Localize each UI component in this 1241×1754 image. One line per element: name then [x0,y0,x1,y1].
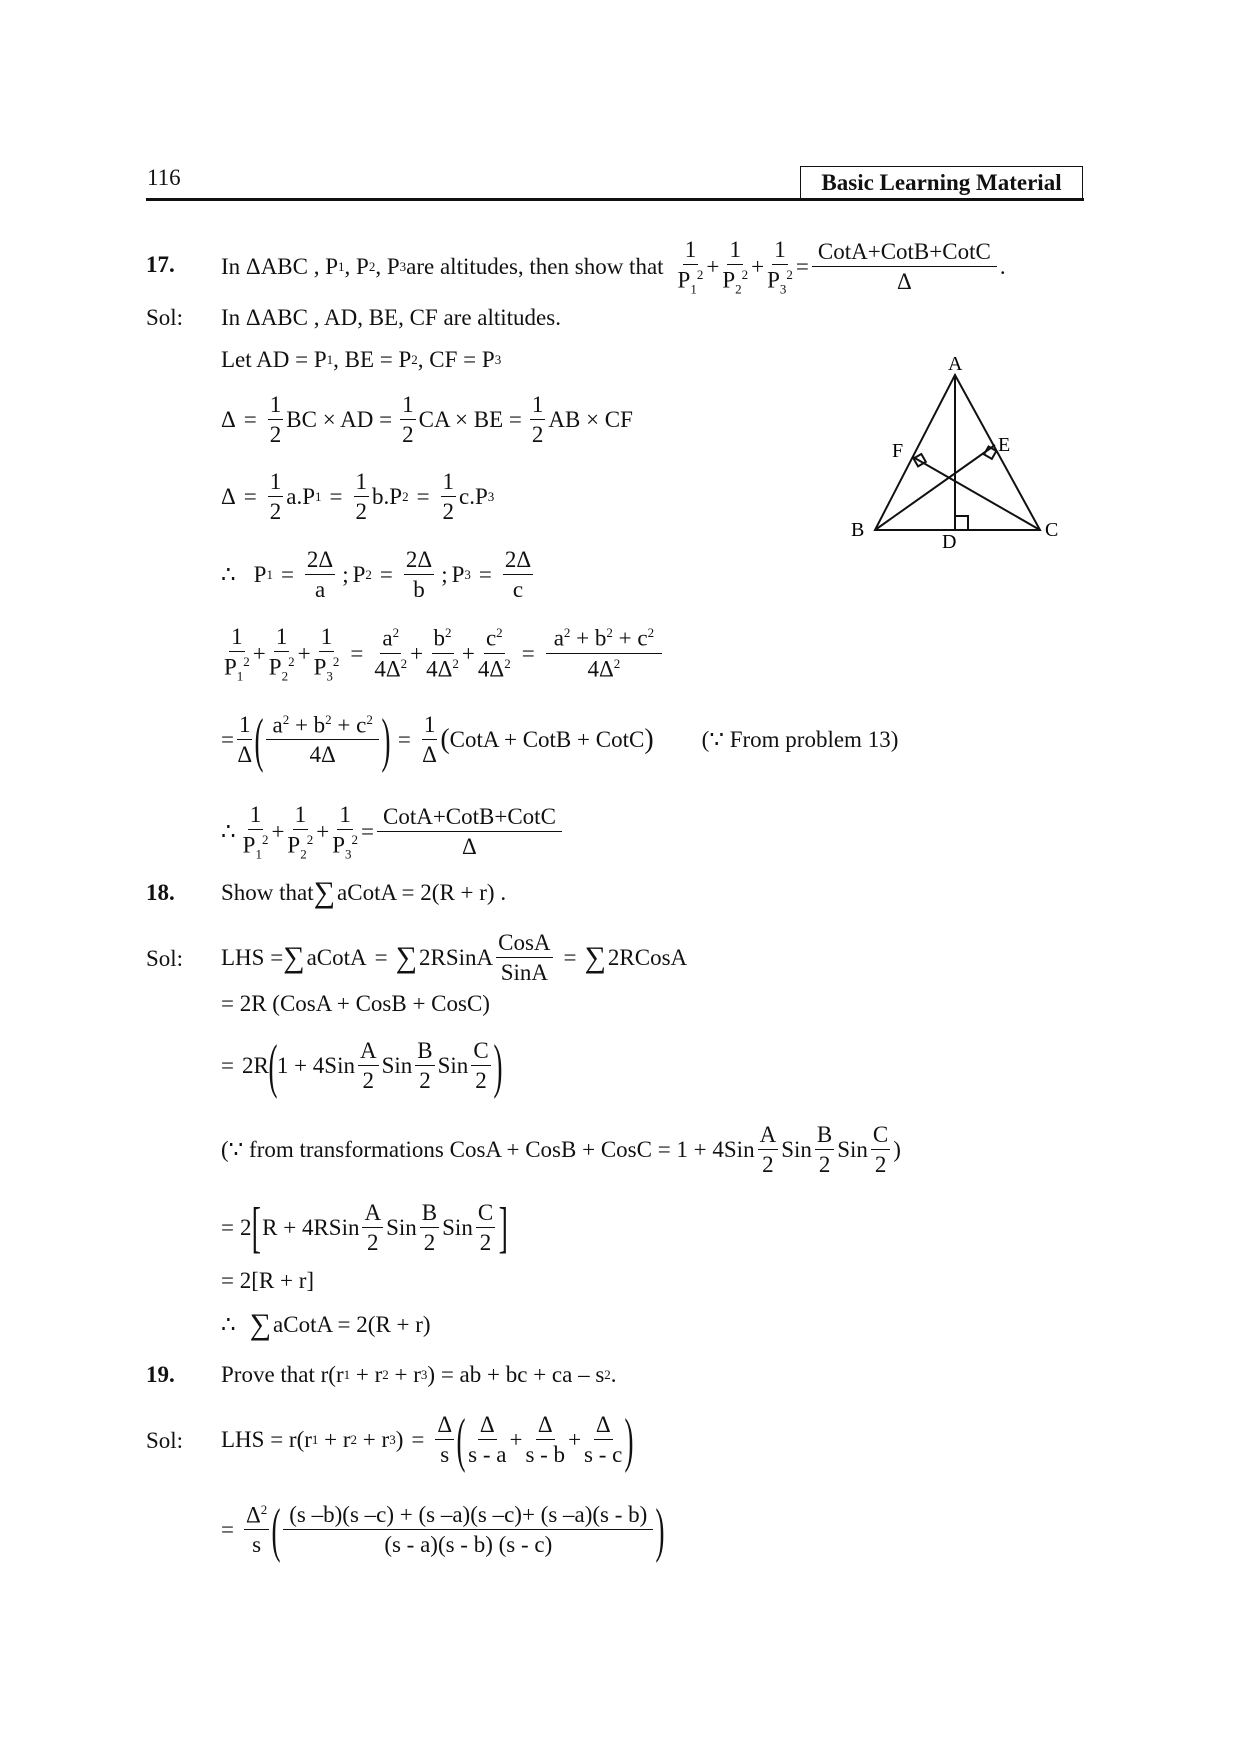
text: P [451,562,465,587]
fraction: $\frac{1}{P_3^2}$ [313,623,340,684]
vertex-b: B [851,519,865,541]
header-title: Basic Learning Material [821,170,1062,195]
sol-label: Sol: [146,1428,184,1453]
note: (∵ From problem 13) [701,727,899,752]
fraction: Δ s - a [468,1411,507,1467]
fraction: 1 $P_1^2$ [242,801,269,862]
sol-line-6: 1 $P_1^2$ + 1 $P_2^2$ + $\frac{1}{P_3^2}$ = $\frac{a^2}{4\Delta^2}$ + $b^2$ $4\Delta^2$ + $\frac{c^2}{4\Delta^2}$ = $\frac{a^2 + b^2 + c^2}{4\Delta^2}$ [221,618,665,690]
text: 2R [241,1053,269,1078]
fraction: $b^2$ $4\Delta^2$ [426,625,459,682]
fraction: $\frac{2\Delta}{c}$ [504,546,532,602]
sol-line-1: In ΔABC , AD, BE, CF are altitudes. [221,305,561,330]
problem-18-statement: Show that ∑ aCotA = 2(R + r) . [221,876,507,909]
statement-text: In ΔABC , P [221,254,339,279]
fraction: $\frac{1}{2}$ [531,391,544,447]
text: ) = ab + bc + ca – s [427,1362,605,1387]
statement-text: , P [375,254,400,279]
sol18-line-7: ∴ ∑ aCotA = 2(R + r) [221,1308,431,1341]
text: aCotA = 2(R + r) [273,1312,431,1337]
vertex-f: F [892,440,904,462]
text: aCotA [306,945,367,970]
sol18-line-2: = 2R (CosA + CosB + CosC) [221,991,490,1016]
vertex-c: C [1045,519,1059,541]
fraction: A 2 [364,1199,382,1255]
problem-18-number: 18. [146,880,175,905]
text: R + 4RSin [262,1215,360,1240]
fraction: 1 $P_1^2$ [677,236,704,297]
text: CA × BE = [418,407,522,432]
sol-line-2: Let AD = P 1 , BE = P 2 , CF = P 3 [221,347,502,372]
sol-label: Sol: [146,305,184,330]
vertex-d: D [942,531,957,550]
fraction: $\frac{1}{\Delta}$ [237,711,253,767]
header-title-box [800,166,1083,200]
fraction: B 2 [417,1037,433,1093]
sol-line-3: Δ = $\frac{1}{2}$ BC × AD = $\frac{1}{2}$ CA × BE = $\frac{1}{2}$ AB × CF [221,391,633,447]
fraction: 1 $P_1^2$ [224,623,250,684]
fraction: CosA SinA [498,929,551,985]
sol-line-7: = $\frac{1}{\Delta}$ ( $a^2 + b^2 + c^2$ 4Δ ) = $\frac{1}{\Delta}$ ( CotA + CotB + CotC ) (∵ From problem 13) [221,707,899,773]
fraction: $\frac{1}{2}$ [269,391,282,447]
text: Show that [221,880,314,905]
fraction: A 2 [359,1037,377,1093]
fraction: (s –b)(s –c) + (s –a)(s –c)+ (s –a)(s - b) (s - a)(s - b) (s - c) [283,1503,653,1557]
fraction: 1 $P_2^2$ [268,623,295,684]
problem-17-number: 17. [146,252,175,277]
fraction: $\frac{a^2}{4\Delta^2}$ [374,625,408,682]
fraction: A 2 [759,1121,777,1177]
text: b.P [372,484,403,509]
fraction: B 2 [816,1121,833,1177]
fraction: Δ s - b [525,1411,566,1467]
header-rule [146,198,1084,201]
fraction: $\frac{c^2}{4\Delta^2}$ [477,625,511,682]
triangle-diagram [835,350,1075,550]
fraction: 1 $P_3^2$ [767,236,793,297]
fraction: $\frac{1}{2}$ [442,468,455,524]
text: BC × AD = [286,407,393,432]
sub-3: 3 [399,259,407,274]
statement-text: , P [344,254,369,279]
text: (∵ from transformations CosA + CosB + CosC = 1 + 4Sin [221,1137,755,1162]
sub-2: 2 [368,259,376,274]
text: Δ [221,484,236,509]
fraction: Δ s - c [584,1411,623,1467]
fraction: $\frac{1}{2}$ [402,391,414,447]
fraction: $\frac{2\Delta}{b}$ [405,546,433,602]
text: 2RCosA [607,945,688,970]
fraction: 1 $P_2^2$ [287,801,314,862]
sol19-line-1: LHS = r(r 1 + r 2 + r 3 ) = $\frac{\Delta}{s}$ ( Δ s - a + Δ s - b + Δ s - c ) [221,1407,634,1473]
sol18-note: (∵ from transformations CosA + CosB + CosC = 1 + 4Sin A 2 Sin B 2 Sin C 2 ) [221,1121,901,1177]
text: LHS = [221,945,284,970]
fraction: $\frac{1}{2}$ [355,468,368,524]
sol-line-5: ∴ P 1 = $\frac{2\Delta}{a}$ ; P 2 = $\frac{2\Delta}{b}$ ; P 3 = $\frac{2\Delta}{c}$ [221,546,532,602]
sol19-line-2: = $\frac{\Delta^2}{s}$ ( (s –b)(s –c) + (s –a)(s –c)+ (s –a)(s - b) (s - a)(s - b) (s - c) ) [221,1497,665,1563]
fraction: C 2 [477,1199,494,1255]
fraction: 1 $P_3^2$ [332,801,358,862]
vertex-e: E [998,434,1011,456]
text: a.P [286,484,316,509]
fraction: $\frac{\Delta}{s}$ [437,1411,453,1467]
vertex-a: A [948,353,963,375]
text: CotA + CotB + CotC [449,727,645,752]
problem-19-statement: Prove that r(r 1 + r 2 + r 3 ) = ab + bc + ca – s 2 . [221,1362,617,1387]
fraction: $\frac{1}{\Delta}$ [422,711,437,767]
text: 1 + 4Sin [276,1053,355,1078]
sol-label: Sol: [146,946,184,971]
right-angle-d [955,516,968,530]
fraction: 1 $P_2^2$ [722,236,749,297]
fraction: B 2 [421,1199,438,1255]
sub-1: 1 [338,259,345,274]
fraction: C 2 [872,1121,889,1177]
text: P [352,562,366,587]
fraction: $\frac{\Delta^2}{s}$ [245,1501,268,1558]
fraction: $\frac{1}{2}$ [269,468,282,524]
text: c.P [459,484,488,509]
statement-text: are altitudes, then show that [406,254,664,279]
text: aCotA = 2(R + r) . [337,880,507,905]
text: , CF = P [417,347,495,372]
text: Δ [221,407,236,432]
text: LHS = r(r [221,1427,312,1452]
sol18-line-1: LHS = ∑ aCotA = ∑ 2RSinA CosA SinA = ∑ 2RCosA [221,929,688,985]
sol-line-4: Δ = $\frac{1}{2}$ a.P 1 = $\frac{1}{2}$ b.P 2 = $\frac{1}{2}$ c.P 3 [221,468,495,524]
therefore: ∴ [221,562,236,587]
problem-19-number: 19. [146,1362,175,1387]
fraction: CotA+CotB+CotC Δ [377,805,562,859]
text: Let AD = P [221,347,327,372]
text: AB × CF [548,407,633,432]
text: , BE = P [333,347,412,372]
page-number: 116 [147,165,181,190]
sol18-line-5: = 2 [ R + 4RSin A 2 Sin B 2 Sin C 2 ] [221,1197,509,1259]
sol-line-8: ∴ 1 $P_1^2$ + 1 $P_2^2$ + 1 $P_3^2$ = CotA+CotB+CotC Δ [221,796,565,868]
text: P [253,562,267,587]
fraction: $\frac{a^2 + b^2 + c^2}{4\Delta^2}$ [546,626,662,682]
therefore: ∴ [221,819,236,844]
fraction: $\frac{2\Delta}{a}$ [306,546,334,602]
fraction: C 2 [473,1037,489,1093]
text: 2RSinA [419,945,494,970]
text: Prove that r(r [221,1362,344,1387]
fraction: CotA+CotB+CotC Δ [812,240,997,294]
fraction: $a^2 + b^2 + c^2$ 4Δ [266,713,378,768]
problem-17-statement: In ΔABC , P 1 , P 2 , P 3 are altitudes, then show that 1 $P_1^2$ + 1 $P_2^2$ + 1 $P_3^2$ = CotA+CotB+CotC Δ . [221,236,1006,297]
sol18-line-6: = 2[R + r] [221,1268,315,1293]
sol18-line-3: = 2R ( 1 + 4Sin A 2 Sin B 2 Sin C 2 ) [221,1033,503,1099]
